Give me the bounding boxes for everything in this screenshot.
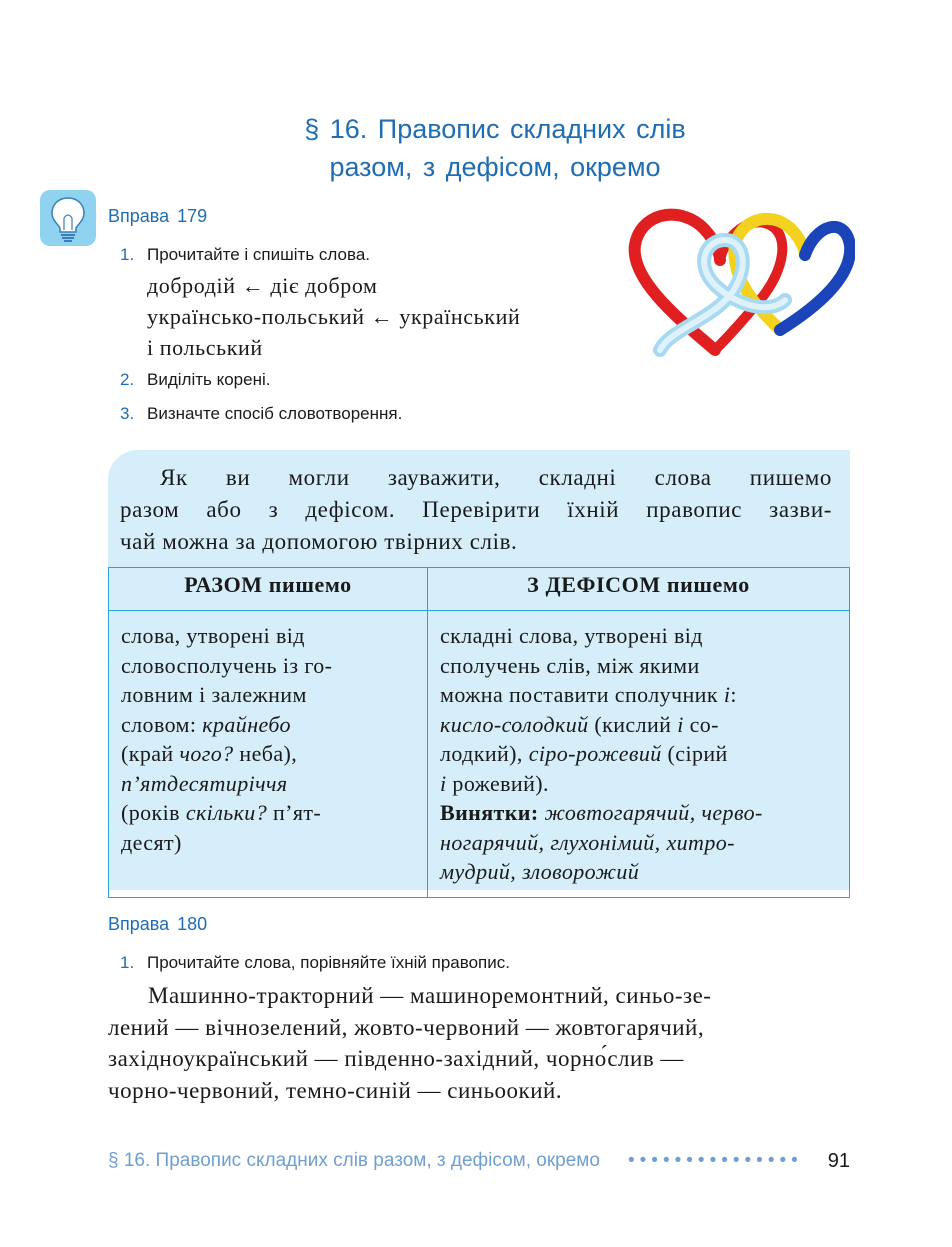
- exceptions-label: Винятки:: [440, 800, 539, 825]
- lightbulb-icon: [40, 190, 96, 246]
- word-line-1: добродій ← діє добром: [147, 273, 378, 298]
- cell-text: [440, 739, 837, 769]
- exercise-180-task-1: [120, 953, 510, 973]
- task-number: 2.: [120, 370, 135, 389]
- cell-text: слова, утворені від: [121, 623, 305, 648]
- example-word: сіро-рожевий: [528, 741, 662, 766]
- rule-line-3: чай можна за допомогою твірних слів.: [120, 529, 518, 554]
- paragraph-line: Машинно-тракторний — машиноремонтний, синьо-зе-: [148, 983, 712, 1008]
- example-word: крайнебо: [202, 711, 291, 737]
- task-number: 1.: [120, 953, 135, 972]
- cell-fragment: рожевий).: [446, 770, 549, 796]
- cell-text: [121, 798, 415, 828]
- question-word: скільки?: [185, 800, 268, 825]
- cell-fragment: (край: [121, 741, 180, 766]
- rules-table: [108, 567, 850, 898]
- cell-fragment: неба),: [233, 741, 298, 766]
- cell-text: словосполучень із го-: [121, 652, 333, 678]
- cell-text: ловним і залежним: [121, 682, 307, 707]
- word-line-2: українсько-польський ← український: [147, 304, 521, 329]
- rule-text: [120, 462, 832, 558]
- example-word: ногарячий, глухонімий, хитро-: [440, 829, 735, 855]
- cell-fragment: со-: [683, 711, 719, 737]
- exercise-179-label: Вправа 179: [108, 206, 208, 226]
- cell-hyphen: [428, 611, 850, 898]
- task-text: Прочитайте і спишіть слова.: [147, 245, 370, 264]
- footer-dots: •••••••••••••••: [628, 1150, 803, 1171]
- column-header-hyphen: З ДЕФІСОМ пишемо: [428, 568, 850, 611]
- cell-fragment: можна поставити сполучник: [440, 682, 724, 707]
- cell-text: [121, 710, 415, 740]
- task-number: 1.: [120, 245, 135, 264]
- task-text: Виділіть корені.: [147, 370, 271, 389]
- page-footer: [108, 1150, 850, 1176]
- table-header-row: [109, 568, 850, 611]
- task-text: Визначте спосіб словотворення.: [147, 404, 403, 423]
- exercise-179-task-1: [120, 245, 370, 265]
- cell-fragment: (кислий: [588, 711, 678, 737]
- rule-line-2: разом або з дефісом. Перевірити їхній правопис зазви-: [120, 497, 832, 522]
- cell-fragment: п’ят-: [267, 800, 322, 825]
- cell-text: складні слова, утворені від: [440, 623, 703, 648]
- cell-text: десят): [121, 829, 182, 855]
- table-row: [109, 611, 850, 898]
- cell-fragment: словом:: [121, 711, 203, 737]
- cell-text: [440, 710, 837, 740]
- cell-together: [109, 611, 428, 898]
- example-word: жовтогарячий, черво-: [538, 800, 763, 825]
- cell-text: [440, 798, 837, 828]
- conjunction: і: [723, 682, 731, 707]
- paragraph-line: чорно-червоний, темно-синій — синьоокий.: [108, 1077, 563, 1103]
- example-word: п’ятдесятиріччя: [121, 770, 288, 796]
- word-line-3: і польський: [147, 335, 263, 360]
- cell-fragment: (років: [121, 800, 186, 825]
- example-word: мудрий, зловорожий: [440, 859, 640, 884]
- exercise-179-task-3: [120, 404, 402, 424]
- paragraph-line: західноукраїнський — південно-західний, чорно́слив —: [108, 1046, 684, 1071]
- cell-text: [440, 680, 837, 710]
- conjunction: і: [677, 711, 684, 737]
- example-word: кисло-солодкий: [440, 711, 589, 737]
- cell-fragment: (сірий: [661, 741, 728, 766]
- exercise-180-label: Вправа 180: [108, 914, 208, 934]
- task-number: 3.: [120, 404, 135, 423]
- column-header-together: РАЗОМ пишемо: [109, 568, 428, 611]
- title-line-1: § 16. Правопис складних слів: [304, 114, 686, 144]
- footer-title: § 16. Правопис складних слів разом, з дефісом, окремо: [108, 1150, 600, 1171]
- cell-text: [440, 769, 837, 799]
- page-title: [200, 110, 790, 186]
- hearts-illustration: [620, 200, 855, 370]
- task-text: Прочитайте слова, порівняйте їхній правопис.: [147, 953, 510, 972]
- title-line-2: разом, з дефісом, окремо: [329, 152, 661, 182]
- cell-text: сполучень слів, між якими: [440, 652, 700, 678]
- conjunction: і: [440, 770, 447, 796]
- paragraph-line: лений — вічнозелений, жовто-червоний — жовтогарячий,: [108, 1014, 705, 1040]
- cell-fragment: :: [730, 682, 737, 707]
- exercise-179-task-2: [120, 370, 270, 390]
- rule-line-1: Як ви могли зауважити, складні слова пишемо: [160, 465, 832, 490]
- question-word: чого?: [179, 741, 234, 766]
- page-number: 91: [827, 1150, 850, 1172]
- cell-fragment: лодкий),: [440, 741, 529, 766]
- cell-text: [121, 739, 415, 769]
- exercise-180-text: [108, 980, 850, 1106]
